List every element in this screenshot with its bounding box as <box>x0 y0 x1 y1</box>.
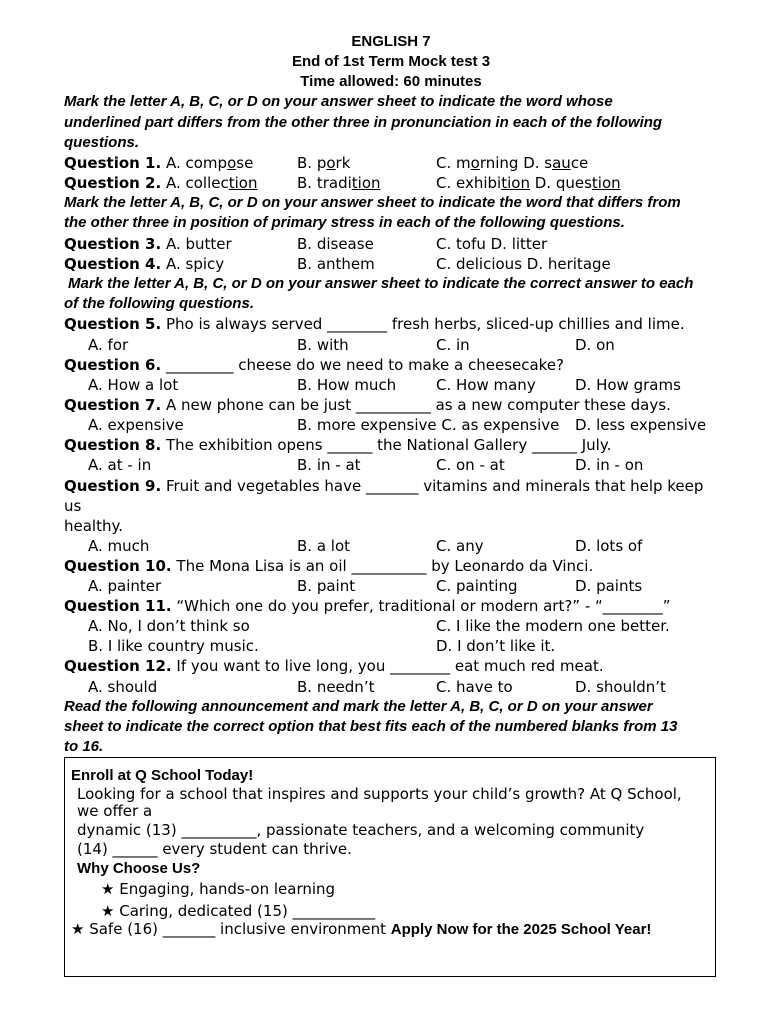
question-label: Question 7. <box>64 396 162 414</box>
q11-option-b: B. I like country music. <box>88 637 259 655</box>
question-text: A new phone can be just __________ as a new computer these days. <box>165 396 671 414</box>
question-label: Question 8. <box>64 436 162 454</box>
question-label: Question 4. <box>64 255 162 273</box>
question-9-text-cont: us <box>64 497 82 515</box>
question-9 <box>64 476 703 496</box>
option-a: A. compose <box>165 154 254 172</box>
q8-option-b: B. in - at <box>297 456 361 474</box>
question-label: Question 2. <box>64 174 162 192</box>
q11-option-d: D. I don’t like it. <box>436 637 556 655</box>
q4-option-b: B. anthem <box>297 255 375 273</box>
question-5 <box>64 314 685 334</box>
announcement-line3: dynamic (13) __________, passionate teachers, and a welcoming community <box>77 821 645 839</box>
q5-option-d: D. on <box>575 336 615 354</box>
question-label: Question 11. <box>64 597 172 615</box>
apply-cta: Apply Now for the 2025 School Year! <box>390 921 652 938</box>
question-1 <box>64 153 253 173</box>
section1-instruction-line3: questions. <box>64 134 140 151</box>
q9-option-d: D. lots of <box>575 537 643 555</box>
question-2 <box>64 173 257 193</box>
q7-option-bc: B. more expensive C. as expensive <box>297 416 560 434</box>
question-8 <box>64 435 611 455</box>
question-label: Question 1. <box>64 154 162 172</box>
q3-option-b: B. disease <box>297 235 374 253</box>
question-text: If you want to live long, you ________ eat much red meat. <box>176 657 604 675</box>
question-label: Question 5. <box>64 315 162 333</box>
question-11 <box>64 596 671 616</box>
announcement-box <box>64 757 716 977</box>
section2-instruction-line2: the other three in position of primary stress in each of the following questions. <box>64 214 625 231</box>
q8-option-c: C. on - at <box>436 456 505 474</box>
question-text: _________ cheese do we need to make a cheesecake? <box>165 356 565 374</box>
section1-instruction-line1: Mark the letter A, B, C, or D on your answer sheet to indicate the word whose <box>64 93 613 110</box>
question-label: Question 12. <box>64 657 172 675</box>
q11-option-a: A. No, I don’t think so <box>88 617 250 635</box>
q4-option-cd: C. delicious D. heritage <box>436 255 611 273</box>
q12-option-a: A. should <box>88 678 158 696</box>
exam-time: Time allowed: 60 minutes <box>300 73 482 90</box>
q10-option-c: C. painting <box>436 577 518 595</box>
section4-instruction-line1: Read the following announcement and mark the letter A, B, C, or D on your answer <box>64 698 653 715</box>
announcement-line4: (14) ______ every student can thrive. <box>77 840 352 858</box>
question-text: The exhibition opens ______ the National Gallery ______ July. <box>165 436 612 454</box>
announcement-line1: Looking for a school that inspires and supports your child’s growth? At Q School, <box>77 785 682 803</box>
question-label: Question 3. <box>64 235 162 253</box>
section3-instruction-line2: of the following questions. <box>64 295 254 312</box>
bullet-3-line <box>71 920 651 939</box>
bullet-2: ★ Caring, dedicated (15) ___________ <box>101 902 376 920</box>
exam-subject: ENGLISH 7 <box>351 33 431 50</box>
q12-option-d: D. shouldn’t <box>575 678 666 696</box>
q6-option-b: B. How much <box>297 376 397 394</box>
q3-option-cd: C. tofu D. litter <box>436 235 548 253</box>
section1-instruction-line2: underlined part differs from the other three in pronunciation in each of the following <box>64 114 663 131</box>
q8-option-a: A. at - in <box>88 456 152 474</box>
option-a: A. butter <box>165 235 232 253</box>
question-10 <box>64 556 593 576</box>
q1-option-b: B. pork <box>297 154 351 172</box>
exam-title: End of 1st Term Mock test 3 <box>291 53 491 70</box>
q12-option-b: B. needn’t <box>297 678 375 696</box>
q12-option-c: C. have to <box>436 678 513 696</box>
question-text: Fruit and vegetables have _______ vitamins and minerals that help keep <box>165 477 704 495</box>
q1-option-cd: C. morning D. sauce <box>436 154 589 172</box>
q6-option-d: D. How grams <box>575 376 681 394</box>
question-label: Question 10. <box>64 557 172 575</box>
option-a: A. spicy <box>165 255 225 273</box>
q9-option-c: C. any <box>436 537 484 555</box>
question-label: Question 9. <box>64 477 162 495</box>
q10-option-b: B. paint <box>297 577 356 595</box>
question-text: The Mona Lisa is an oil __________ by Leonardo da Vinci. <box>176 557 594 575</box>
q9-option-a: A. much <box>88 537 150 555</box>
q6-option-c: C. How many <box>436 376 536 394</box>
q5-option-b: B. with <box>297 336 349 354</box>
question-text: “Which one do you prefer, traditional or modern art?” - “________” <box>176 597 671 615</box>
q7-option-d: D. less expensive <box>575 416 707 434</box>
question-4 <box>64 254 224 274</box>
section4-instruction-line2: sheet to indicate the correct option that best fits each of the numbered blanks from 13 <box>64 718 678 735</box>
question-3 <box>64 234 232 254</box>
question-7 <box>64 395 671 415</box>
q5-option-a: A. for <box>88 336 129 354</box>
q5-option-c: C. in <box>436 336 470 354</box>
q2-option-cd: C. exhibition D. question <box>436 174 621 192</box>
q6-option-a: A. How a lot <box>88 376 179 394</box>
option-a: A. collection <box>165 174 258 192</box>
why-choose-heading: Why Choose Us? <box>77 860 201 877</box>
q10-option-d: D. paints <box>575 577 643 595</box>
section4-instruction-line3: to 16. <box>64 738 104 755</box>
q2-option-b: B. tradition <box>297 174 381 192</box>
q7-option-a: A. expensive <box>88 416 184 434</box>
announcement-title: Enroll at Q School Today! <box>71 767 254 784</box>
question-12 <box>64 656 604 676</box>
q11-option-c: C. I like the modern one better. <box>436 617 670 635</box>
section3-instruction-line1: Mark the letter A, B, C, or D on your answer sheet to indicate the correct answer to each <box>68 275 694 292</box>
question-9-text-cont2: healthy. <box>64 517 123 535</box>
bullet-3: ★ Safe (16) _______ inclusive environment <box>71 920 387 938</box>
q9-option-b: B. a lot <box>297 537 351 555</box>
q8-option-d: D. in - on <box>575 456 644 474</box>
question-text: Pho is always served ________ fresh herbs, sliced-up chillies and lime. <box>165 315 685 333</box>
announcement-line2: we offer a <box>77 802 153 820</box>
bullet-1: ★ Engaging, hands-on learning <box>101 880 336 898</box>
section2-instruction-line1: Mark the letter A, B, C, or D on your answer sheet to indicate the word that differs from <box>64 194 681 211</box>
question-label: Question 6. <box>64 356 162 374</box>
q10-option-a: A. painter <box>88 577 162 595</box>
question-6 <box>64 355 564 375</box>
